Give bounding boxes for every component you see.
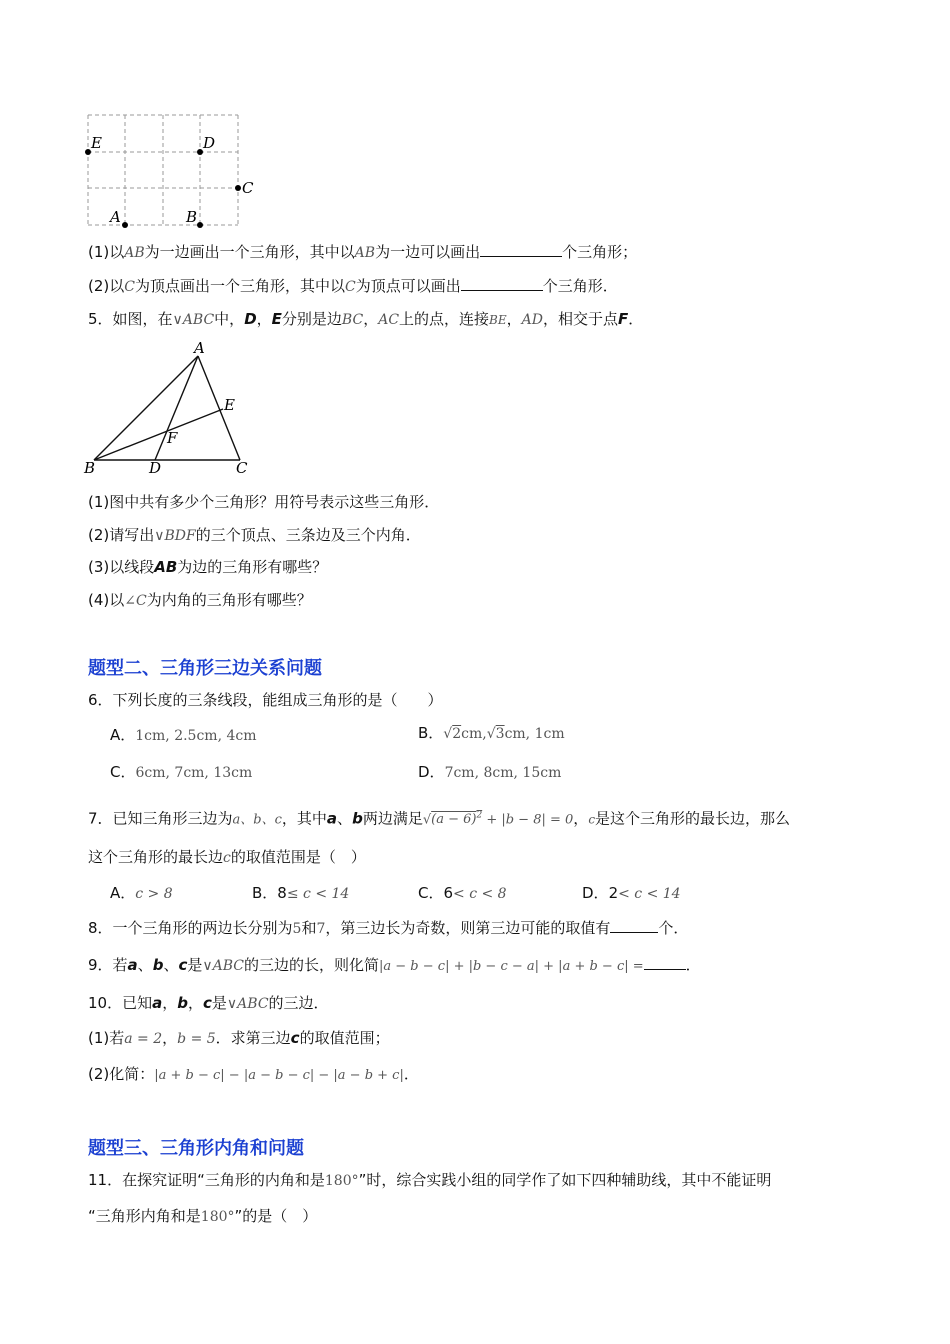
answer-blank[interactable] xyxy=(644,955,686,970)
label-c: C xyxy=(242,179,254,197)
label-d: D xyxy=(203,134,216,152)
q7-option-a[interactable]: A．c > 8 xyxy=(110,884,173,902)
triangle-figure xyxy=(80,336,270,481)
point-b xyxy=(197,222,203,228)
q6-option-c[interactable]: C．6cm, 7cm, 13cm xyxy=(110,763,253,781)
point-c xyxy=(235,185,241,191)
section-heading-2: 题型二、三角形三边关系问题 xyxy=(88,658,322,679)
q10-stem: 10．已知a，b，c是∨ABC的三边． xyxy=(88,994,329,1012)
q9: 9．若a、b、c是∨ABC的三边的长，则化简|a − b − c| + |b − c − a| + |a + b − c| = ． xyxy=(88,956,701,974)
q6-stem: 6．下列长度的三条线段，能组成三角形的是（ ） xyxy=(88,691,443,709)
q8: 8．一个三角形的两边长分别为5和7，第三边长为奇数，则第三边可能的取值有 个． xyxy=(88,919,689,937)
label-e: E xyxy=(224,396,235,414)
answer-blank[interactable] xyxy=(480,242,562,257)
q5-part4: (4)以∠C为内角的三角形有哪些？ xyxy=(88,591,312,609)
q5-part2: (2)请写出∨BDF的三个顶点、三条边及三个内角． xyxy=(88,526,421,544)
answer-blank[interactable] xyxy=(461,276,543,291)
q10-part2: (2)化简：|a + b − c| − |a − b − c| − |a − b + c|． xyxy=(88,1065,419,1083)
section-heading-3: 题型三、三角形内角和问题 xyxy=(88,1138,304,1159)
q4-part1: (1)以AB为一边画出一个三角形，其中以AB为一边可以画出 个三角形； xyxy=(88,243,638,261)
q5-part3: (3)以线段AB为边的三角形有哪些？ xyxy=(88,558,328,576)
q5-stem: 5．如图，在∨ABC中，D，E分别是边BC，AC上的点，连接BE，AD，相交于点F． xyxy=(88,310,644,328)
label-b: B xyxy=(186,208,198,226)
q7-option-b[interactable]: B．8≤ c < 14 xyxy=(252,884,350,902)
q7-line2: 这个三角形的最长边c的取值范围是（ ） xyxy=(88,848,366,866)
q7-line1: 7．已知三角形三边为a、b、c，其中a、b两边满足$√(a - 6)^2 + |b - 8| = 0$，c是这个三角形的最长边，那么 xyxy=(88,809,791,828)
q11-line2: “三角形内角和是180°”的是（ ） xyxy=(88,1207,318,1225)
label-b: B xyxy=(84,459,96,477)
q6-option-a[interactable]: A．1cm, 2.5cm, 4cm xyxy=(110,726,257,744)
grid-figure xyxy=(80,108,270,238)
q7-option-d[interactable]: D．2< c < 14 xyxy=(582,884,681,902)
q11-line1: 11．在探究证明“三角形的内角和是180°”时，综合实践小组的同学作了如下四种辅助线，其中不能证明 xyxy=(88,1171,772,1189)
label-a: A xyxy=(194,339,205,357)
answer-blank[interactable] xyxy=(610,918,658,933)
label-a: A xyxy=(110,208,121,226)
q7-option-c[interactable]: C．6< c < 8 xyxy=(418,884,507,902)
point-a xyxy=(122,222,128,228)
label-d: D xyxy=(149,459,162,477)
label-f: F xyxy=(167,429,178,447)
q6-option-d[interactable]: D．7cm, 8cm, 15cm xyxy=(418,763,562,781)
q5-part1: (1)图中共有多少个三角形？用符号表示这些三角形． xyxy=(88,493,440,511)
label-e: E xyxy=(91,134,102,152)
q6-option-b[interactable]: B．√2cm,√3cm, 1cm xyxy=(418,724,565,742)
label-c: C xyxy=(236,459,248,477)
q4-part2: (2)以C为顶点画出一个三角形，其中以C为顶点可以画出 个三角形． xyxy=(88,277,618,295)
q10-part1: (1)若a = 2，b = 5．求第三边c的取值范围； xyxy=(88,1029,390,1047)
